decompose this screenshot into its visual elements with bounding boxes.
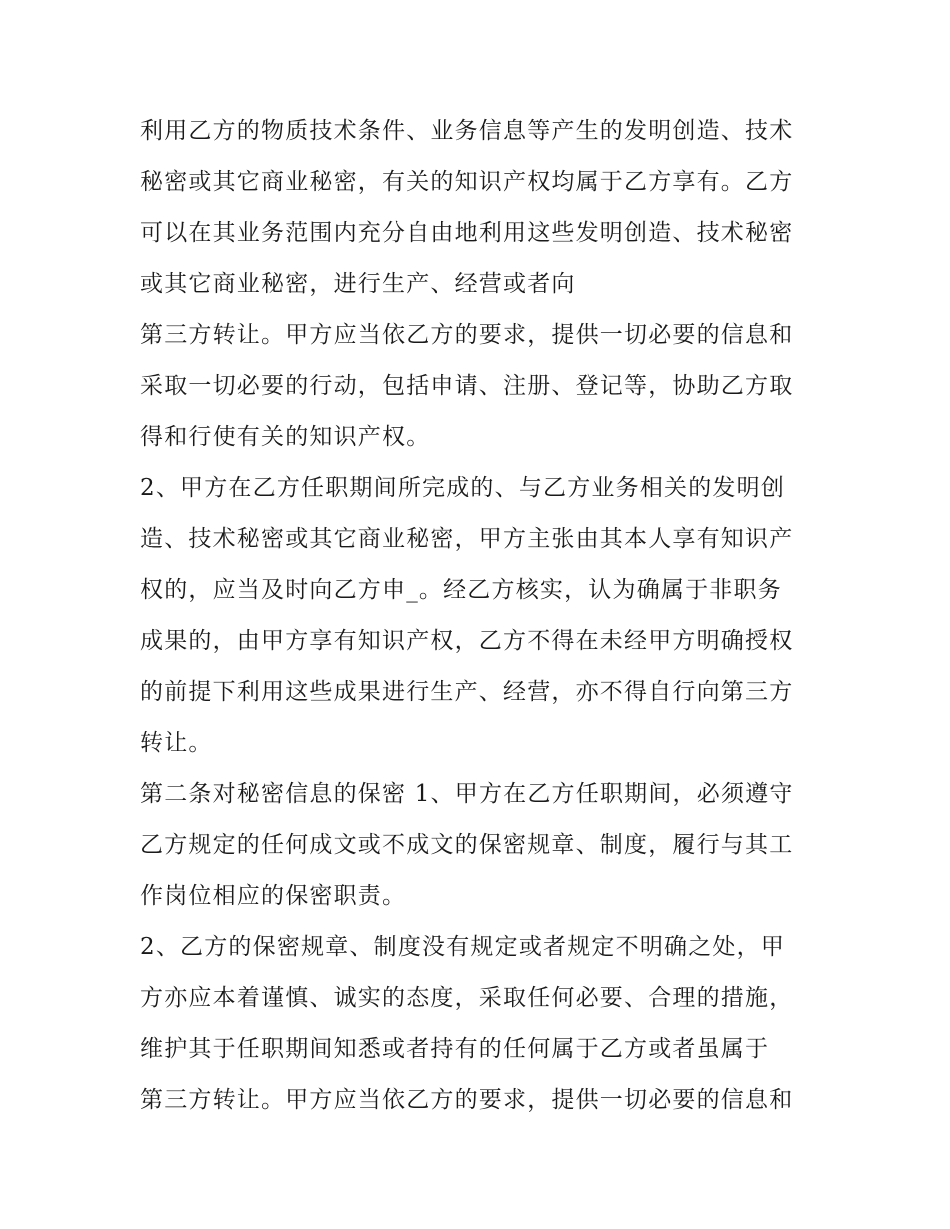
text-line: 乙方规定的任何成文或不成文的保密规章、制度，履行与其工 [140,832,794,858]
text-line: 利用乙方的物质技术条件、业务信息等产生的发明创造、技术 [140,118,794,144]
text-line: 2、甲方在乙方任职期间所完成的、与乙方业务相关的发明创 [140,475,786,501]
text-line: 第三方转让。甲方应当依乙方的要求，提供一切必要的信息和 [140,1087,794,1113]
text-line: 第二条对秘密信息的保密 1、甲方在乙方任职期间，必须遵守 [140,781,794,807]
text-line: 秘密或其它商业秘密，有关的知识产权均属于乙方享有。乙方 [140,169,794,195]
text-line: 采取一切必要的行动，包括申请、注册、登记等，协助乙方取 [140,373,794,399]
text-line: 权的，应当及时向乙方申_。经乙方核实，认为确属于非职务 [140,577,782,603]
document-body [140,106,820,1126]
text-line: 维护其于任职期间知悉或者持有的任何属于乙方或者虽属于 [140,1036,770,1062]
text-line: 的前提下利用这些成果进行生产、经营，亦不得自行向第三方 [140,679,794,705]
text-line: 方亦应本着谨慎、诚实的态度，采取任何必要、合理的措施， [140,985,794,1011]
text-line: 作岗位相应的保密职责。 [140,883,407,909]
text-line: 得和行使有关的知识产权。 [140,424,431,450]
text-line: 2、乙方的保密规章、制度没有规定或者规定不明确之处，甲 [140,934,786,960]
text-line: 可以在其业务范围内充分自由地利用这些发明创造、技术秘密 [140,220,794,246]
text-line: 成果的，由甲方享有知识产权，乙方不得在未经甲方明确授权 [140,628,794,654]
text-line: 第三方转让。甲方应当依乙方的要求，提供一切必要的信息和 [140,322,794,348]
text-line: 转让。 [140,730,213,756]
text-line: 造、技术秘密或其它商业秘密，甲方主张由其本人享有知识产 [140,526,794,552]
text-line: 或其它商业秘密，进行生产、经营或者向 [140,271,576,297]
